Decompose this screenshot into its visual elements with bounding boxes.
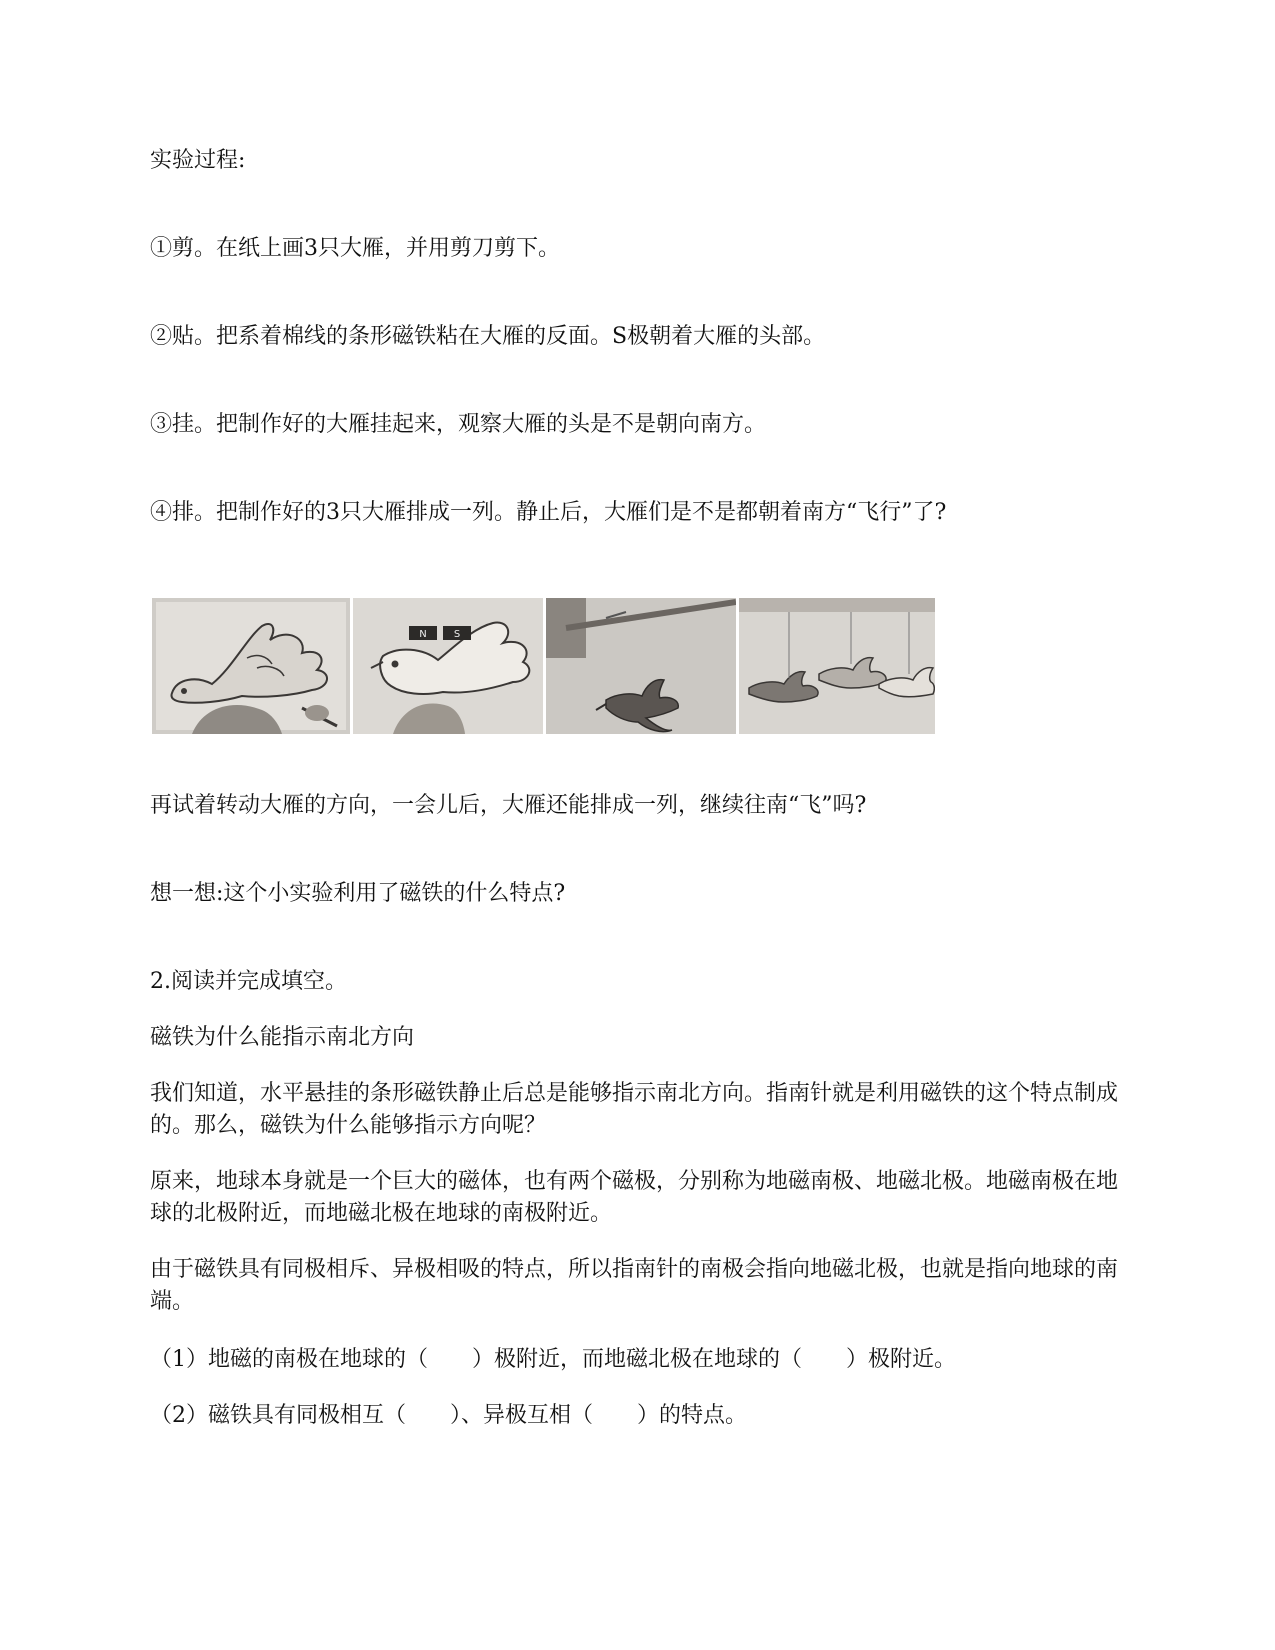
part2-heading: 2.阅读并完成填空。: [150, 969, 347, 994]
step-2: ②贴。把系着棉线的条形磁铁粘在大雁的反面。S极朝着大雁的头部。: [150, 324, 826, 349]
goose-drawing-with-hand-icon: [152, 598, 350, 734]
think-question: 想一想:这个小实验利用了磁铁的什么特点?: [150, 881, 566, 906]
section-heading: 实验过程:: [150, 148, 246, 173]
hanging-goose-photo: [546, 598, 736, 734]
fill-blank-1: （1）地磁的南极在地球的（ ）极附近，而地磁北极在地球的（ ）极附近。: [150, 1347, 956, 1372]
three-geese-in-row-icon: [739, 598, 935, 734]
photo-strip: [152, 598, 952, 734]
goose-drawing-photo: [152, 598, 350, 734]
reading-paragraph-1: 我们知道，水平悬挂的条形磁铁静止后总是能够指示南北方向。指南针就是利用磁铁的这个特点制成的。那么，磁铁为什么能够指示方向呢？: [150, 1081, 1119, 1138]
step-3: ③挂。把制作好的大雁挂起来，观察大雁的头是不是朝向南方。: [150, 412, 767, 437]
reading-paragraph-2: 原来，地球本身就是一个巨大的磁体，也有两个磁极，分别称为地磁南极、地磁北极。地磁南极在地球的北极附近，而地磁北极在地球的南极附近。: [150, 1169, 1119, 1226]
magnet-label-n: N: [419, 629, 427, 640]
fill-blank-2: （2）磁铁具有同极相互（ ）、异极互相（ ）的特点。: [150, 1403, 747, 1428]
follow-up-question: 再试着转动大雁的方向，一会儿后，大雁还能排成一列，继续往南“飞”吗?: [150, 793, 867, 818]
three-geese-photo: [739, 598, 935, 734]
goose-cutout-with-magnet-icon: [353, 598, 543, 734]
goose-magnet-photo: [353, 598, 543, 734]
hanging-goose-icon: [546, 598, 736, 734]
magnet-label-s: S: [453, 629, 461, 640]
step-1: ①剪。在纸上画3只大雁，并用剪刀剪下。: [150, 236, 560, 261]
step-4: ④排。把制作好的3只大雁排成一列。静止后，大雁们是不是都朝着南方“飞行”了?: [150, 500, 947, 525]
reading-title: 磁铁为什么能指示南北方向: [150, 1025, 415, 1050]
reading-paragraph-3: 由于磁铁具有同极相斥、异极相吸的特点，所以指南针的南极会指向地磁北极，也就是指向地球的南端。: [150, 1257, 1119, 1314]
